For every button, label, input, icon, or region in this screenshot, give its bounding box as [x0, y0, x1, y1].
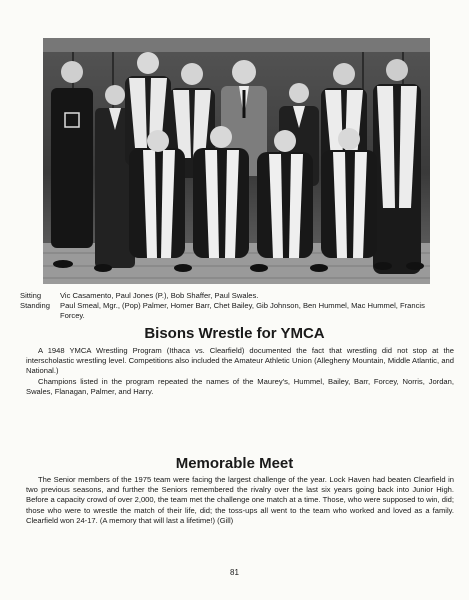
page-number: 81	[230, 568, 239, 577]
section1-paragraph-2-text: Champions listed in the program repeated the names of the Maurey's, Hummel, Bailey, Barr, Forcey, Norris, Jordan, Swales, Flanagan, Palmer, and Harry.	[26, 377, 454, 397]
section-title-bisons: Bisons Wrestle for YMCA	[144, 325, 325, 342]
section2-paragraph	[26, 475, 454, 526]
section1-paragraph-1	[26, 346, 454, 377]
section1-paragraph-2	[26, 377, 454, 397]
caption-sitting-label: Sitting	[20, 291, 42, 300]
section-title-memorable-meet: Memorable Meet	[175, 455, 294, 472]
team-photo-illustration	[43, 38, 430, 284]
photo-caption	[20, 291, 450, 321]
caption-standing-label: Standing	[20, 301, 50, 310]
caption-sitting-row	[20, 291, 450, 301]
team-photo	[43, 38, 430, 284]
caption-standing-row	[20, 301, 450, 321]
section2-paragraph-text: The Senior members of the 1975 team were facing the largest challenge of the year. Lock Haven had beaten Clearfield in two previous seasons, and further the Seniors remembered the rivalry over the last six years going back into Junior High. Before a capacity crowd of over 2,000, the team met the challenge one match at a time. Those, who were supposed to win, did; those who were to wrestle the match of their life, did; the toss-ups all went to the team who worked and loved as a family. Clearfield won 24-17. (A memory that will last a lifetime!) (Gill)	[26, 475, 454, 525]
caption-sitting-names: Vic Casamento, Paul Jones (P.), Bob Shaffer, Paul Swales.	[60, 291, 259, 300]
caption-standing-names: Paul Smeal, Mgr., (Pop) Palmer, Homer Barr, Chet Bailey, Gib Johnson, Ben Hummel, Mac Hummel, Francis Forcey.	[60, 301, 425, 320]
section1-paragraph-1-text: A 1948 YMCA Wrestling Program (Ithaca vs. Clearfield) documented the fact that wrestling did not stop at the interscholastic wrestling level. Competitions also included the Amateur Athletic Union (Allegheny Mountain, Middle Atlantic, and National.)	[26, 346, 454, 376]
